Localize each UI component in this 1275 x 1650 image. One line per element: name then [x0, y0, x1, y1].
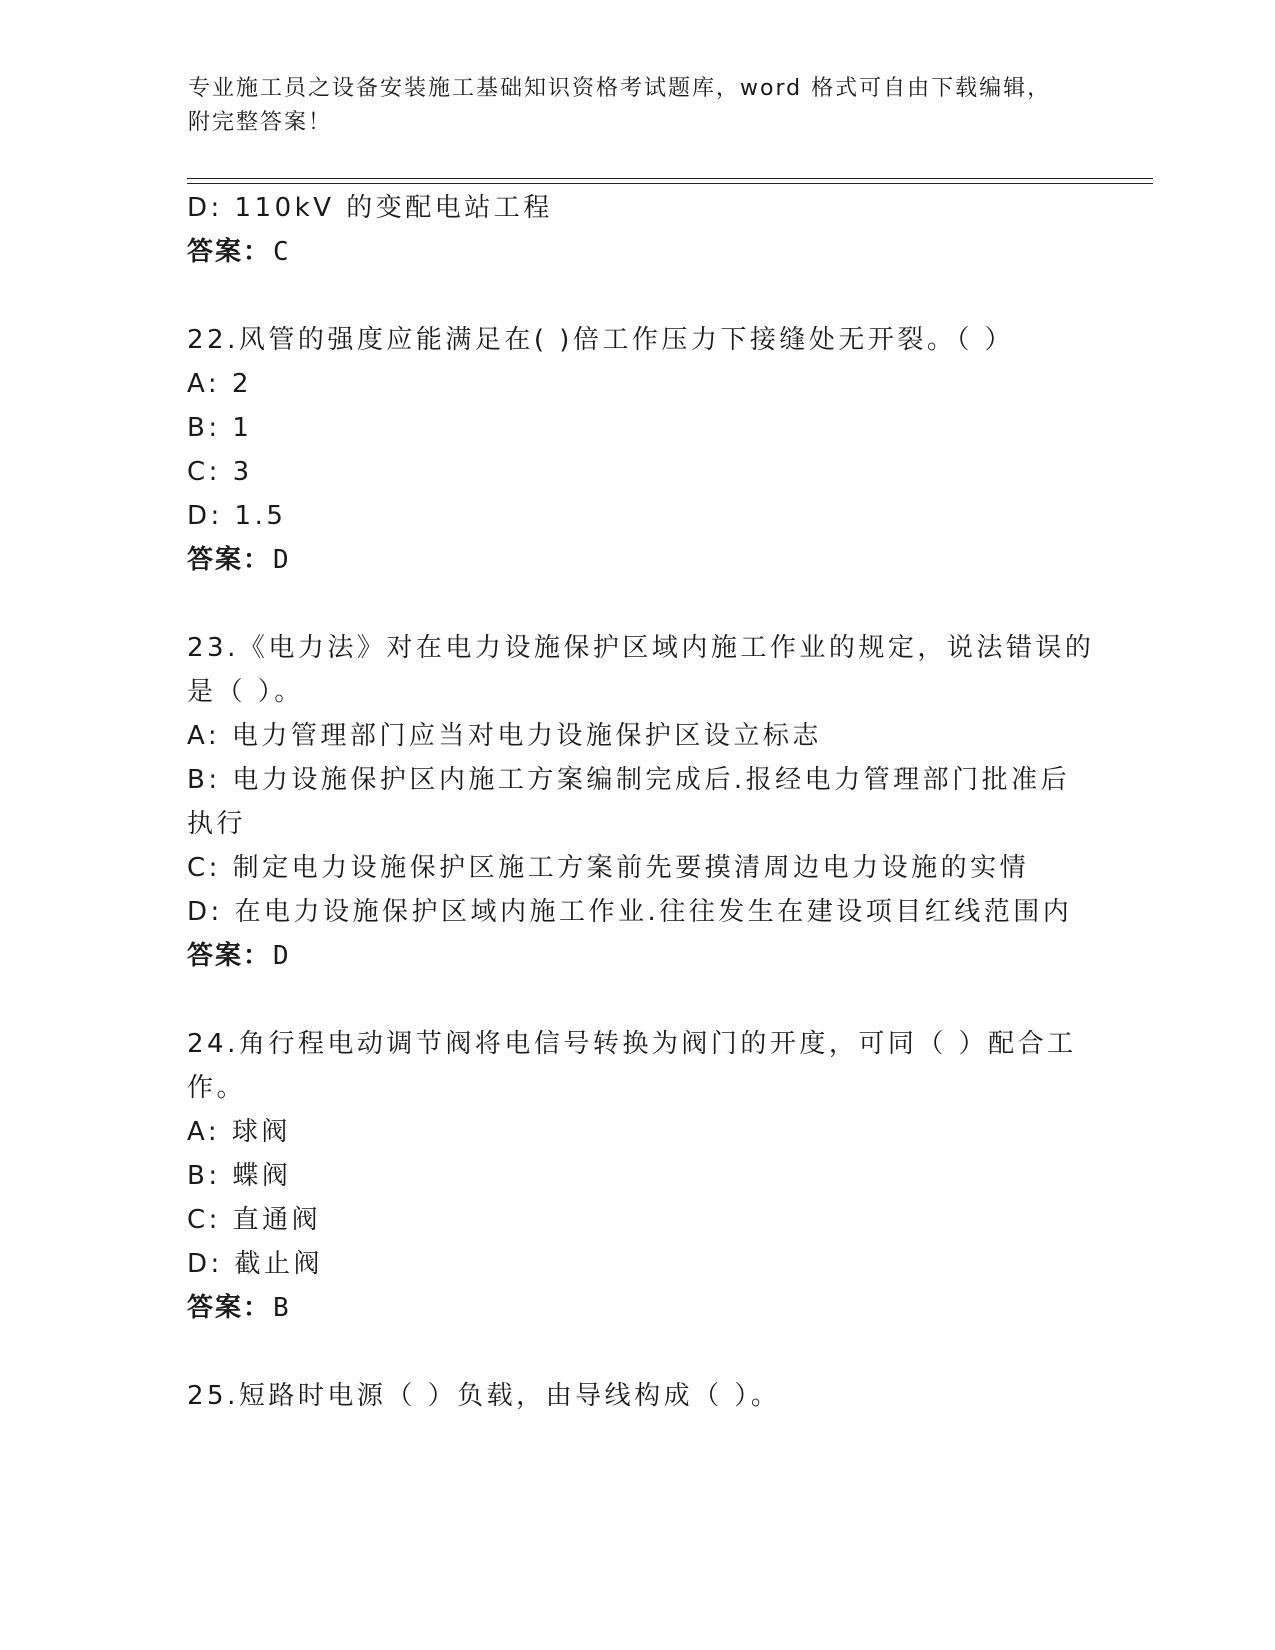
question-23-option-b-line-2: 执行: [187, 809, 247, 839]
question-22-option-d: D: 1.5: [187, 501, 287, 531]
question-24-option-a: A: 球阀: [187, 1117, 291, 1147]
question-24-option-b: B: 蝶阀: [187, 1161, 292, 1191]
question-23-option-d: D: 在电力设施保护区域内施工作业.往往发生在建设项目红线范围内: [187, 897, 1073, 927]
question-24-stem-line-2: 作。: [187, 1073, 247, 1103]
question-23-option-a: A: 电力管理部门应当对电力设施保护区设立标志: [187, 721, 822, 751]
question-23-answer: [187, 940, 291, 972]
answer-value: D: [273, 941, 291, 971]
question-22-option-c: C: 3: [187, 457, 253, 487]
question-22-option-a: A: 2: [187, 369, 252, 399]
question-24-stem-line-1: 24.角行程电动调节阀将电信号转换为阀门的开度，可同（ ）配合工: [187, 1029, 1077, 1059]
answer-label: 答案：: [187, 1293, 272, 1323]
answer-value: D: [273, 545, 291, 575]
header-line-1: 专业施工员之设备安装施工基础知识资格考试题库，word 格式可自由下载编辑，: [188, 76, 1052, 101]
answer-value: C: [273, 237, 291, 267]
question-22-stem: 22.风管的强度应能满足在( )倍工作压力下接缝处无开裂。（ ）: [187, 325, 1015, 355]
answer-value: B: [273, 1293, 291, 1323]
question-24-option-d: D: 截止阀: [187, 1249, 324, 1279]
document-header: [188, 72, 1088, 140]
question-22-option-b: B: 1: [187, 413, 253, 443]
header-divider-top: [187, 178, 1153, 179]
option-d-prev: D: 110kV 的变配电站工程: [187, 193, 553, 223]
question-23-option-c: C: 制定电力设施保护区施工方案前先要摸清周边电力设施的实情: [187, 853, 1030, 883]
question-22-answer: [187, 544, 291, 576]
header-divider-bottom: [187, 183, 1153, 184]
answer-label: 答案：: [187, 237, 272, 267]
answer-prev: [187, 236, 291, 268]
question-23-stem-line-2: 是（ ）。: [187, 677, 304, 707]
question-24-option-c: C: 直通阀: [187, 1205, 322, 1235]
answer-label: 答案：: [187, 545, 272, 575]
answer-label: 答案：: [187, 941, 272, 971]
header-line-2: 附完整答案！: [188, 110, 333, 135]
question-24-answer: [187, 1292, 291, 1324]
question-25-stem: 25.短路时电源（ ）负载，由导线构成（ ）。: [187, 1381, 781, 1411]
question-23-option-b-line-1: B: 电力设施保护区内施工方案编制完成后.报经电力管理部门批准后: [187, 765, 1071, 795]
question-23-stem-line-1: 23.《电力法》对在电力设施保护区域内施工作业的规定，说法错误的: [187, 633, 1095, 663]
